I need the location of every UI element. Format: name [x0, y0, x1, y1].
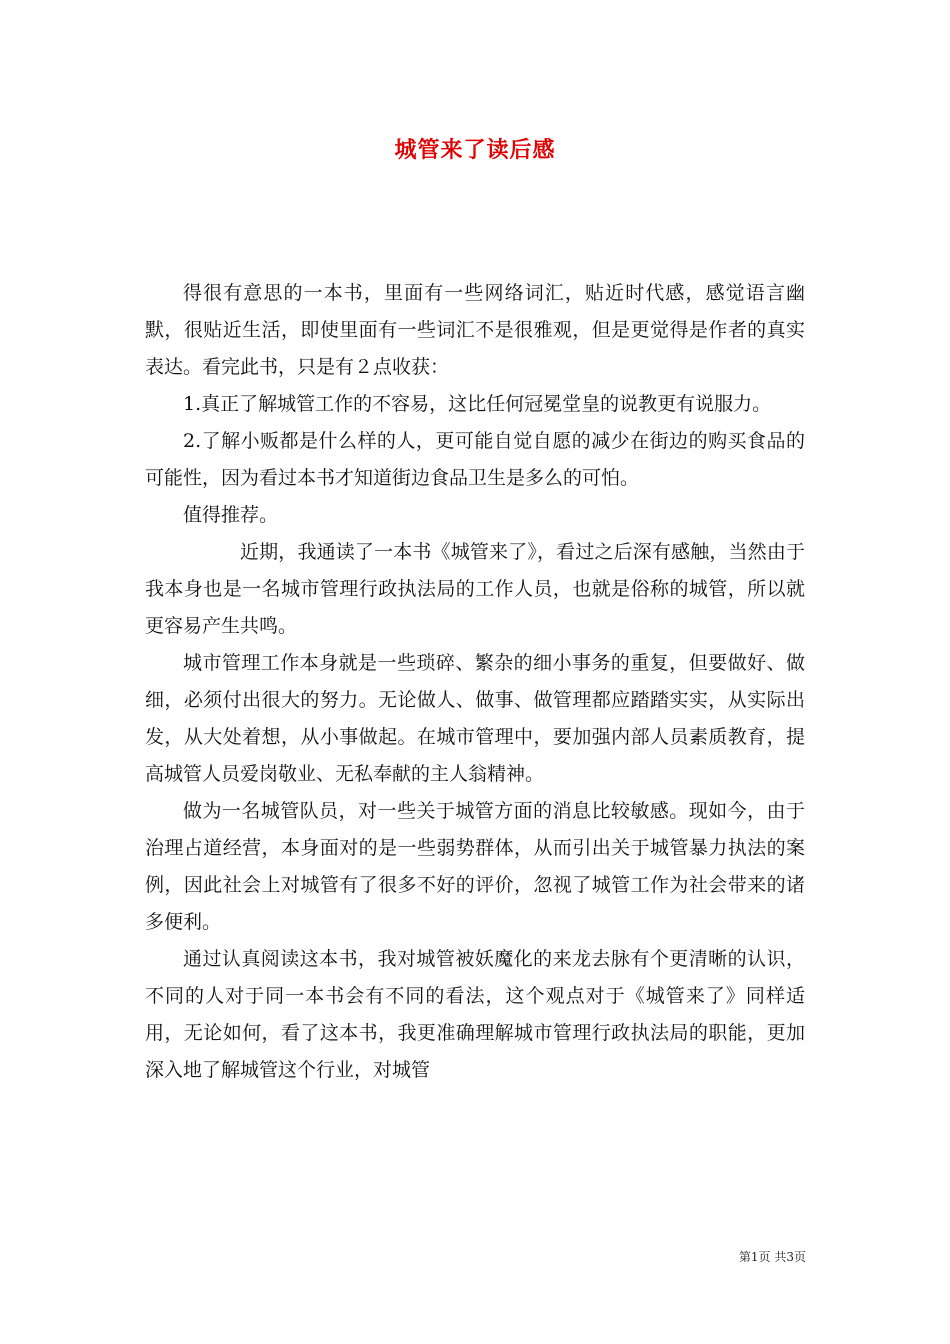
paragraph: 得很有意思的一本书，里面有一些网络词汇，贴近时代感，感觉语言幽默，很贴近生活，即使里面有一些词汇不是很雅观，但是更觉得是作者的真实表达。看完此书，只是有２点收获： — [145, 282, 805, 378]
page-number: 第1页 共3页 — [738, 1250, 806, 1264]
paragraph: 通过认真阅读这本书，我对城管被妖魔化的来龙去脉有个更清晰的认识，不同的人对于同一本书会有不同的看法，这个观点对于《城管来了》同样适用，无论如何，看了这本书，我更准确理解城市管理行政执法局的职能，更加深入地了解城管这个行业，对城管 — [145, 948, 805, 1081]
paragraph: 做为一名城管队员，对一些关于城管方面的消息比较敏感。现如今，由于治理占道经营，本身面对的是一些弱势群体，从而引出关于城管暴力执法的案例，因此社会上对城管有了很多不好的评价，忽视了城管工作为社会带来的诸多便利。 — [145, 800, 805, 933]
paragraph: 近期，我通读了一本书《城管来了》，看过之后深有感触，当然由于我本身也是一名城市管理行政执法局的工作人员，也就是俗称的城管，所以就更容易产生共鸣。 — [145, 541, 805, 637]
document-body — [145, 275, 805, 1089]
paragraph: 城市管理工作本身就是一些琐碎、繁杂的细小事务的重复，但要做好、做细，必须付出很大的努力。无论做人、做事、做管理都应踏踏实实，从实际出发，从大处着想，从小事做起。在城市管理中，要加强内部人员素质教育，提高城管人员爱岗敬业、无私奉献的主人翁精神。 — [145, 652, 805, 785]
paragraph: 1.真正了解城管工作的不容易，这比任何冠冕堂皇的说教更有说服力。 — [183, 393, 772, 415]
document-title: 城管来了读后感 — [394, 137, 556, 163]
paragraph: 2.了解小贩都是什么样的人，更可能自觉自愿的减少在街边的购买食品的可能性，因为看过本书才知道街边食品卫生是多么的可怕。 — [145, 430, 805, 489]
paragraph: 值得推荐。 — [183, 504, 279, 526]
